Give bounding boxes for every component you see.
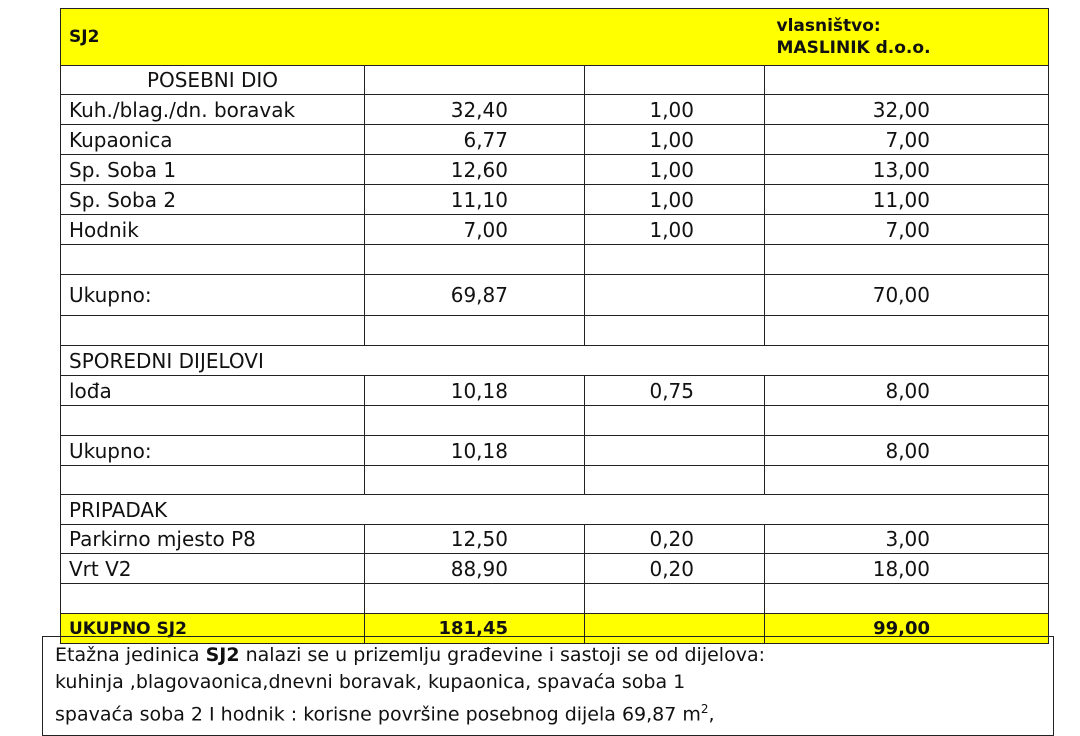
room-name: Parkirno mjesto P8	[61, 525, 365, 554]
empty-row	[61, 316, 1049, 346]
table-row	[61, 185, 1049, 215]
room-result: 8,00	[765, 376, 1049, 406]
empty-row	[61, 245, 1049, 275]
room-coef: 0,75	[585, 376, 765, 406]
table-row	[61, 554, 1049, 584]
room-area: 11,10	[365, 185, 585, 215]
room-coef: 1,00	[585, 215, 765, 245]
grand-total-area: 181,45	[365, 614, 585, 644]
room-name: Kupaonica	[61, 125, 365, 155]
room-name: Kuh./blag./dn. boravak	[61, 95, 365, 125]
owner-name: MASLINIK d.o.o.	[776, 38, 931, 58]
note-text: Etažna jedinica	[55, 644, 206, 666]
empty-row	[61, 406, 1049, 436]
section-title-row	[61, 66, 1049, 95]
grand-total-result: 99,00	[765, 614, 1049, 644]
owner-label: vlasništvo:	[776, 16, 881, 36]
room-coef: 1,00	[585, 125, 765, 155]
room-name: Sp. Soba 2	[61, 185, 365, 215]
grand-total-label: UKUPNO SJ2	[61, 614, 365, 644]
unit-code: SJ2	[61, 9, 765, 66]
table-row	[61, 125, 1049, 155]
table-row	[61, 376, 1049, 406]
room-coef: 1,00	[585, 95, 765, 125]
room-name: Sp. Soba 1	[61, 155, 365, 185]
room-result: 11,00	[765, 185, 1049, 215]
table-row	[61, 215, 1049, 245]
subtotal-label: Ukupno:	[61, 275, 365, 316]
room-coef: 1,00	[585, 185, 765, 215]
room-name: Hodnik	[61, 215, 365, 245]
table-row	[61, 95, 1049, 125]
room-area: 32,40	[365, 95, 585, 125]
room-coef: 0,20	[585, 525, 765, 554]
description-note	[42, 636, 1054, 736]
area-table	[60, 8, 1049, 644]
room-coef: 1,00	[585, 155, 765, 185]
note-unit-code: SJ2	[205, 644, 240, 666]
note-line-3	[55, 696, 1053, 728]
subtotal-area: 10,18	[365, 436, 585, 466]
room-area: 12,50	[365, 525, 585, 554]
subtotal-result: 8,00	[765, 436, 1049, 466]
table-row	[61, 155, 1049, 185]
subtotal-area: 69,87	[365, 275, 585, 316]
note-text: spavaća soba 2 I hodnik : korisne površine posebnog dijela 69,87 m	[55, 703, 701, 726]
section-title-pripadak: PRIPADAK	[61, 495, 1049, 525]
table-row	[61, 525, 1049, 554]
subtotal-row	[61, 436, 1049, 466]
room-result: 7,00	[765, 125, 1049, 155]
room-area: 88,90	[365, 554, 585, 584]
section-title-row	[61, 495, 1049, 525]
room-result: 32,00	[765, 95, 1049, 125]
note-line-1	[55, 642, 1053, 669]
room-name: lođa	[61, 376, 365, 406]
room-area: 10,18	[365, 376, 585, 406]
owner-cell	[765, 9, 1049, 66]
room-area: 6,77	[365, 125, 585, 155]
subtotal-row	[61, 275, 1049, 316]
room-name: Vrt V2	[61, 554, 365, 584]
section-title-posebni: POSEBNI DIO	[61, 66, 365, 95]
section-title-sporedni: SPOREDNI DIJELOVI	[61, 346, 1049, 376]
note-superscript: 2	[700, 702, 709, 716]
section-title-row	[61, 346, 1049, 376]
subtotal-label: Ukupno:	[61, 436, 365, 466]
note-text: ,	[708, 703, 715, 726]
note-line-2: kuhinja ,blagovaonica,dnevni boravak, kupaonica, spavaća soba 1	[55, 671, 686, 693]
subtotal-result: 70,00	[765, 275, 1049, 316]
room-result: 3,00	[765, 525, 1049, 554]
note-text: nalazi se u prizemlju građevine i sastoji se od dijelova:	[239, 644, 765, 666]
room-area: 12,60	[365, 155, 585, 185]
room-area: 7,00	[365, 215, 585, 245]
empty-row	[61, 466, 1049, 495]
room-coef: 0,20	[585, 554, 765, 584]
room-result: 13,00	[765, 155, 1049, 185]
empty-row	[61, 584, 1049, 614]
room-result: 18,00	[765, 554, 1049, 584]
room-result: 7,00	[765, 215, 1049, 245]
header-row	[61, 9, 1049, 66]
